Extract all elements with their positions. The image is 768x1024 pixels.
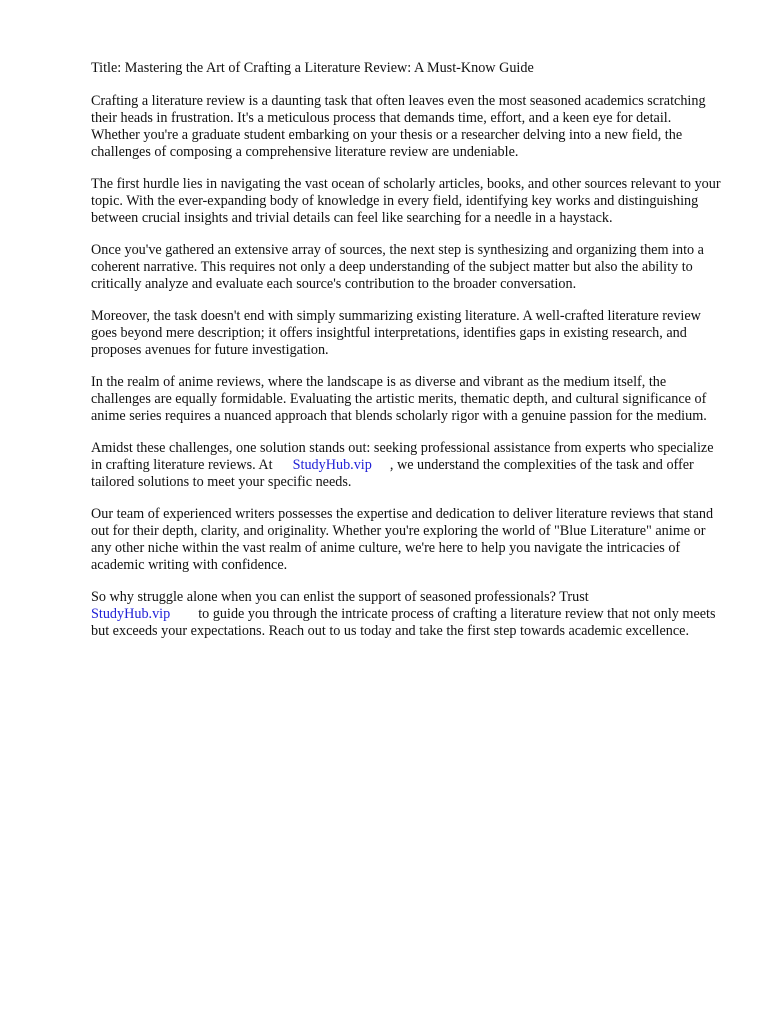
paragraph-closing-text-after: to guide you through the intricate process of crafting a literature review that not only meets but exceeds your expectations. Reach out to us today and take the first step towards academic excellence.	[91, 606, 716, 639]
paragraph-solution-text-before: Amidst these challenges, one solution stands out: seeking professional assistance from experts who specialize in crafting literature reviews. At	[91, 440, 714, 473]
document-page	[91, 60, 721, 655]
paragraph-team: Our team of experienced writers possesses the expertise and dedication to deliver literature reviews that stand out for their depth, clarity, and originality. Whether you're exploring the world of "Blue Literature" anime or any other niche within the vast realm of anime culture, we're here to help you navigate the intricacies of academic writing with confidence.	[91, 506, 714, 573]
paragraph-closing-text-before: So why struggle alone when you can enlist the support of seasoned professionals? Trust	[91, 589, 589, 605]
paragraph-intro: Crafting a literature review is a daunting task that often leaves even the most seasoned academics scratching their heads in frustration. It's a meticulous process that demands time, effort, and a keen eye for detail. Whether you're a graduate student embarking on your thesis or a researcher delving into a new field, the challenges of composing a comprehensive literature review are undeniable.	[91, 93, 706, 160]
studyhub-link-closing[interactable]: StudyHub.vip	[91, 606, 171, 622]
paragraph-solution-text-after: , we understand the complexities of the task and offer tailored solutions to meet your specific needs.	[91, 457, 694, 490]
paragraph-beyond-summary: Moreover, the task doesn't end with simply summarizing existing literature. A well-crafted literature review goes beyond mere description; it offers insightful interpretations, identifies gaps in existing research, and proposes avenues for future investigation.	[91, 308, 701, 358]
document-title: Title: Mastering the Art of Crafting a Literature Review: A Must-Know Guide	[91, 60, 534, 76]
studyhub-link[interactable]: StudyHub.vip	[292, 457, 372, 473]
paragraph-anime-reviews: In the realm of anime reviews, where the landscape is as diverse and vibrant as the medium itself, the challenges are equally formidable. Evaluating the artistic merits, thematic depth, and cultural significance of anime series requires a nuanced approach that blends scholarly rigor with a genuine passion for the medium.	[91, 374, 707, 424]
paragraph-solution	[91, 440, 721, 491]
paragraph-closing	[91, 589, 721, 640]
paragraph-synthesizing: Once you've gathered an extensive array of sources, the next step is synthesizing and organizing them into a coherent narrative. This requires not only a deep understanding of the subject matter but also the ability to critically analyze and evaluate each source's contribution to the broader conversation.	[91, 242, 704, 292]
paragraph-first-hurdle: The first hurdle lies in navigating the vast ocean of scholarly articles, books, and other sources relevant to your topic. With the ever-expanding body of knowledge in every field, identifying key works and distinguishing between crucial insights and trivial details can feel like searching for a needle in a haystack.	[91, 176, 721, 226]
